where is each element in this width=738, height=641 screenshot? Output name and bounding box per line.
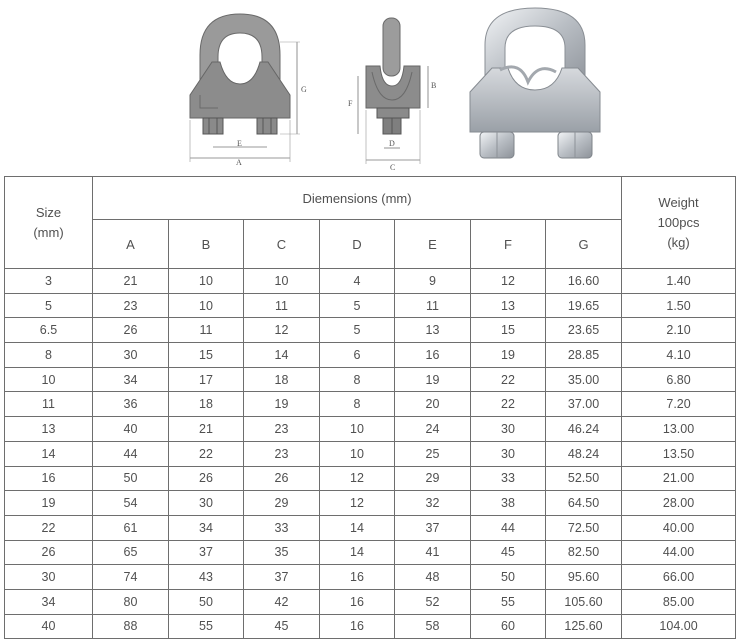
dimension-cell: 12 — [244, 318, 320, 343]
size-cell: 22 — [5, 515, 93, 540]
size-cell: 3 — [5, 269, 93, 294]
table-body — [5, 269, 736, 639]
dimension-cell: 8 — [320, 392, 395, 417]
dimension-cell: 16 — [320, 565, 395, 590]
product-figures — [0, 0, 738, 176]
dimension-cell: 10 — [169, 269, 244, 294]
dimension-cell: 26 — [169, 466, 244, 491]
table-row — [5, 367, 736, 392]
dimension-cell: 55 — [169, 614, 244, 639]
dimension-cell: 20 — [395, 392, 471, 417]
size-cell: 6.5 — [5, 318, 93, 343]
dimension-cell: 29 — [244, 491, 320, 516]
dimension-cell: 23 — [244, 417, 320, 442]
dimension-cell: 29 — [395, 466, 471, 491]
dimension-cell: 15 — [471, 318, 546, 343]
dimension-cell: 74 — [93, 565, 169, 590]
dimension-cell: 21 — [169, 417, 244, 442]
dimension-cell: 60 — [471, 614, 546, 639]
dimension-cell: 34 — [169, 515, 244, 540]
weight-cell: 1.40 — [622, 269, 736, 294]
dimension-cell: 16 — [320, 614, 395, 639]
dimension-cell: 25 — [395, 441, 471, 466]
weight-cell: 1.50 — [622, 293, 736, 318]
dimension-cell: 11 — [244, 293, 320, 318]
col-header-c: C — [244, 220, 320, 269]
front-view-drawing — [190, 14, 307, 167]
dimension-cell: 125.60 — [546, 614, 622, 639]
dimension-cell: 12 — [471, 269, 546, 294]
dimension-cell: 54 — [93, 491, 169, 516]
dimension-cell: 61 — [93, 515, 169, 540]
dimension-cell: 26 — [244, 466, 320, 491]
table-row — [5, 466, 736, 491]
dimension-cell: 42 — [244, 589, 320, 614]
wire-rope-clip-photo — [470, 8, 600, 158]
dimension-cell: 6 — [320, 343, 395, 368]
dimension-cell: 82.50 — [546, 540, 622, 565]
table-row — [5, 343, 736, 368]
size-cell: 11 — [5, 392, 93, 417]
dimension-cell: 19 — [244, 392, 320, 417]
dimension-cell: 46.24 — [546, 417, 622, 442]
dimension-cell: 13 — [395, 318, 471, 343]
dimension-cell: 24 — [395, 417, 471, 442]
dimension-cell: 19.65 — [546, 293, 622, 318]
table-row — [5, 515, 736, 540]
size-cell: 19 — [5, 491, 93, 516]
weight-header: Weight 100pcs (kg) — [622, 177, 736, 269]
weight-cell: 28.00 — [622, 491, 736, 516]
dimension-cell: 18 — [169, 392, 244, 417]
size-cell: 30 — [5, 565, 93, 590]
weight-cell: 104.00 — [622, 614, 736, 639]
dimension-cell: 32 — [395, 491, 471, 516]
dimension-cell: 36 — [93, 392, 169, 417]
dimension-cell: 44 — [93, 441, 169, 466]
dimension-cell: 8 — [320, 367, 395, 392]
dimension-cell: 19 — [471, 343, 546, 368]
weight-cell: 13.00 — [622, 417, 736, 442]
dimension-cell: 37 — [395, 515, 471, 540]
table-row — [5, 491, 736, 516]
table-row — [5, 565, 736, 590]
col-header-f: F — [471, 220, 546, 269]
dimension-cell: 5 — [320, 318, 395, 343]
dimension-cell: 14 — [320, 515, 395, 540]
dimension-cell: 33 — [244, 515, 320, 540]
weight-cell: 21.00 — [622, 466, 736, 491]
dimension-cell: 22 — [471, 367, 546, 392]
dim-label-c: C — [390, 163, 396, 172]
weight-cell: 13.50 — [622, 441, 736, 466]
dimension-cell: 88 — [93, 614, 169, 639]
dim-label-e: E — [237, 139, 242, 148]
col-header-g: G — [546, 220, 622, 269]
table-row — [5, 318, 736, 343]
dimension-cell: 52 — [395, 589, 471, 614]
dimension-cell: 10 — [244, 269, 320, 294]
size-cell: 5 — [5, 293, 93, 318]
dimension-cell: 14 — [320, 540, 395, 565]
weight-cell: 4.10 — [622, 343, 736, 368]
size-cell: 10 — [5, 367, 93, 392]
dimension-cell: 16.60 — [546, 269, 622, 294]
size-cell: 8 — [5, 343, 93, 368]
col-header-b: B — [169, 220, 244, 269]
size-cell: 13 — [5, 417, 93, 442]
table-row — [5, 392, 736, 417]
table-row — [5, 269, 736, 294]
table-row — [5, 441, 736, 466]
dimension-cell: 4 — [320, 269, 395, 294]
dimension-cell: 33 — [471, 466, 546, 491]
dimension-cell: 80 — [93, 589, 169, 614]
dimension-cell: 17 — [169, 367, 244, 392]
dimension-cell: 45 — [471, 540, 546, 565]
dimension-cell: 55 — [471, 589, 546, 614]
dimension-cell: 16 — [320, 589, 395, 614]
dimension-cell: 13 — [471, 293, 546, 318]
size-cell: 40 — [5, 614, 93, 639]
dim-label-a: A — [236, 158, 242, 167]
size-cell: 14 — [5, 441, 93, 466]
dimension-cell: 15 — [169, 343, 244, 368]
dimension-cell: 105.60 — [546, 589, 622, 614]
weight-cell: 2.10 — [622, 318, 736, 343]
table-row — [5, 293, 736, 318]
dimension-cell: 50 — [93, 466, 169, 491]
dim-label-b: B — [431, 81, 437, 90]
dimension-cell: 72.50 — [546, 515, 622, 540]
side-view-drawing — [348, 18, 436, 172]
dimension-cell: 30 — [169, 491, 244, 516]
size-cell: 34 — [5, 589, 93, 614]
dimension-cell: 48 — [395, 565, 471, 590]
table-row — [5, 614, 736, 639]
dim-label-g: G — [301, 85, 307, 94]
dimension-cell: 37 — [244, 565, 320, 590]
dimension-cell: 35.00 — [546, 367, 622, 392]
dimension-cell: 45 — [244, 614, 320, 639]
dimension-cell: 38 — [471, 491, 546, 516]
dimension-cell: 9 — [395, 269, 471, 294]
dimension-cell: 30 — [471, 417, 546, 442]
dimension-cell: 35 — [244, 540, 320, 565]
dimension-cell: 26 — [93, 318, 169, 343]
dimension-cell: 16 — [395, 343, 471, 368]
dimension-cell: 65 — [93, 540, 169, 565]
dimension-cell: 10 — [320, 417, 395, 442]
dimension-cell: 95.60 — [546, 565, 622, 590]
dimension-cell: 22 — [169, 441, 244, 466]
dimensions-header: Diemensions (mm) — [93, 177, 622, 220]
dimension-cell: 41 — [395, 540, 471, 565]
dimension-cell: 12 — [320, 466, 395, 491]
weight-cell: 85.00 — [622, 589, 736, 614]
dimension-cell: 22 — [471, 392, 546, 417]
weight-cell: 40.00 — [622, 515, 736, 540]
table-row — [5, 417, 736, 442]
dimension-cell: 50 — [169, 589, 244, 614]
dimension-cell: 12 — [320, 491, 395, 516]
col-header-a: A — [93, 220, 169, 269]
dimension-cell: 50 — [471, 565, 546, 590]
dimension-cell: 30 — [93, 343, 169, 368]
dimension-cell: 43 — [169, 565, 244, 590]
dimension-cell: 14 — [244, 343, 320, 368]
weight-cell: 66.00 — [622, 565, 736, 590]
dim-label-f: F — [348, 99, 353, 108]
dimension-cell: 23 — [93, 293, 169, 318]
weight-cell: 44.00 — [622, 540, 736, 565]
dimension-cell: 58 — [395, 614, 471, 639]
dim-label-d: D — [389, 139, 395, 148]
size-header: Size (mm) — [5, 177, 93, 269]
dimension-cell: 64.50 — [546, 491, 622, 516]
dimension-cell: 10 — [320, 441, 395, 466]
dimension-cell: 10 — [169, 293, 244, 318]
weight-cell: 7.20 — [622, 392, 736, 417]
dimension-cell: 21 — [93, 269, 169, 294]
specification-table — [4, 176, 736, 639]
dimension-cell: 44 — [471, 515, 546, 540]
dimension-cell: 11 — [395, 293, 471, 318]
dimension-cell: 5 — [320, 293, 395, 318]
dimension-cell: 18 — [244, 367, 320, 392]
size-cell: 26 — [5, 540, 93, 565]
dimension-cell: 19 — [395, 367, 471, 392]
dimension-cell: 23 — [244, 441, 320, 466]
dimension-cell: 40 — [93, 417, 169, 442]
dimension-cell: 48.24 — [546, 441, 622, 466]
dimension-cell: 52.50 — [546, 466, 622, 491]
dimension-cell: 11 — [169, 318, 244, 343]
dimension-cell: 34 — [93, 367, 169, 392]
table-row — [5, 589, 736, 614]
dimension-cell: 37 — [169, 540, 244, 565]
weight-cell: 6.80 — [622, 367, 736, 392]
table-row — [5, 540, 736, 565]
col-header-e: E — [395, 220, 471, 269]
size-cell: 16 — [5, 466, 93, 491]
col-header-d: D — [320, 220, 395, 269]
dimension-cell: 28.85 — [546, 343, 622, 368]
dimension-cell: 23.65 — [546, 318, 622, 343]
dimension-cell: 30 — [471, 441, 546, 466]
dimension-cell: 37.00 — [546, 392, 622, 417]
